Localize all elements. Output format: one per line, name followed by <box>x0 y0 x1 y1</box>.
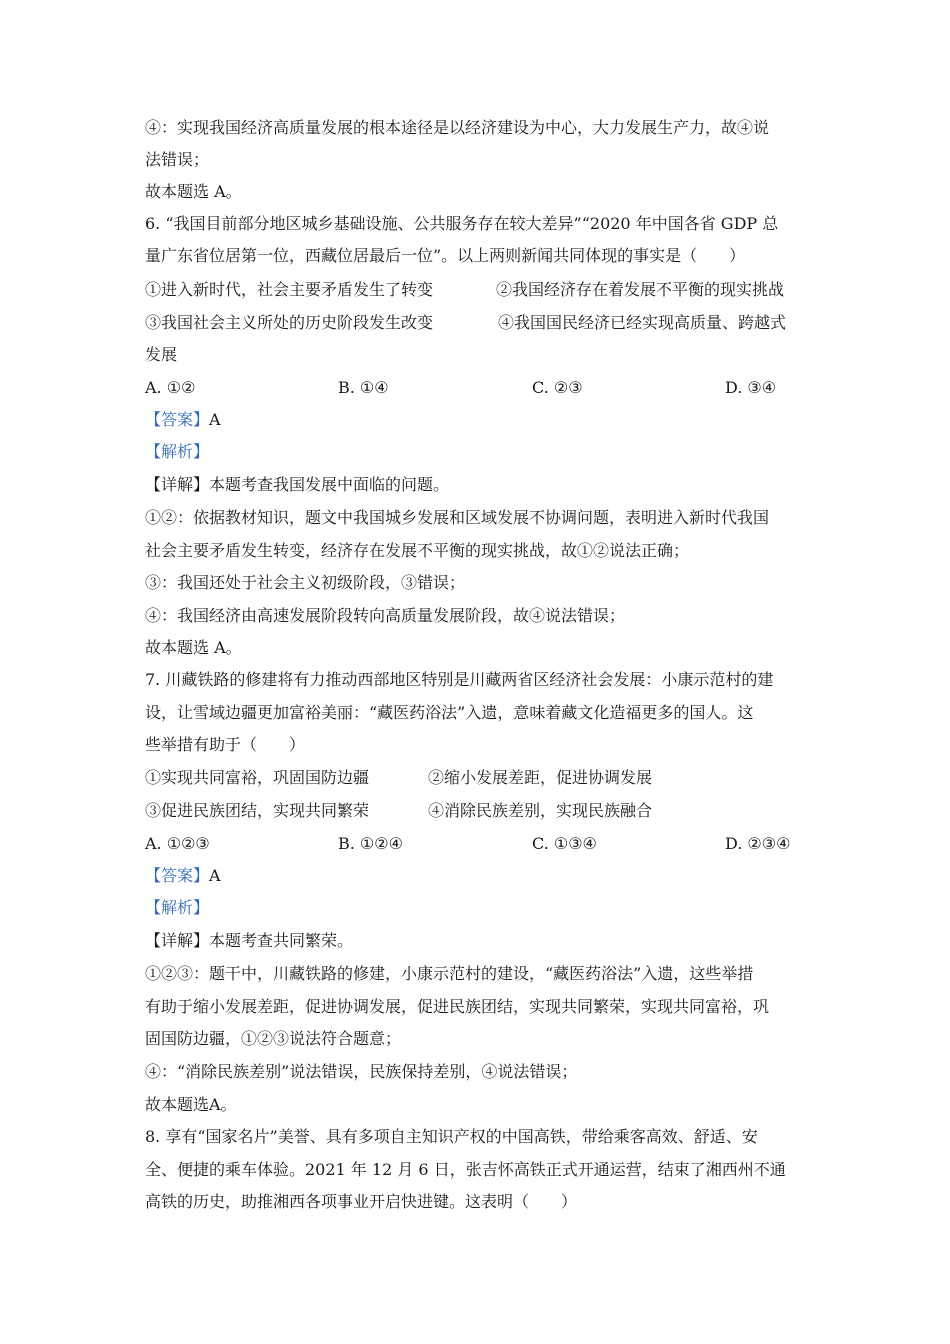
q7-option-a: A. ①②③ <box>145 834 210 853</box>
q6-explanation-line: ④：我国经济由高速发展阶段转向高质量发展阶段，故④说法错误； <box>145 606 626 625</box>
detail-text: 本题考查我国发展中面临的问题。 <box>209 475 450 494</box>
q6-stem-line: 6. “我国目前部分地区城乡基础设施、公共服务存在较大差异”“2020 年中国各省 GDP 总 <box>145 214 779 233</box>
q7-stem-line: 设，让雪域边疆更加富裕美丽：“藏医药浴法”入遗，意味着藏文化造福更多的国人。这 <box>145 703 754 722</box>
q7-option-d: D. ②③④ <box>725 834 791 853</box>
answer-tag: 【答案】 <box>145 866 210 885</box>
q6-option-b: B. ①④ <box>338 378 389 397</box>
q6-statement-3: ③我国社会主义所处的历史阶段发生改变 <box>145 313 434 332</box>
q6-option-a: A. ①② <box>145 378 196 397</box>
q6-explanation-line: ③：我国还处于社会主义初级阶段，③错误； <box>145 573 466 592</box>
q6-statement-4-cont: 发展 <box>145 345 178 364</box>
q7-explanation-line: 固国防边疆，①②③说法符合题意； <box>145 1029 402 1048</box>
q7-statement-1: ①实现共同富裕，巩固国防边疆 <box>145 768 370 787</box>
detail-tag: 【详解】 <box>145 931 210 950</box>
q7-option-b: B. ①②④ <box>338 834 403 853</box>
detail-text: 本题考查共同繁荣。 <box>209 931 354 950</box>
q5-conclusion: 故本题选 A。 <box>145 182 242 201</box>
q8-stem-line: 8. 享有“国家名片”美誉、具有多项自主知识产权的中国高铁，带给乘客高效、舒适、安 <box>145 1127 758 1146</box>
q6-conclusion: 故本题选 A。 <box>145 638 242 657</box>
q7-explanation-line: 有助于缩小发展差距，促进协调发展，促进民族团结，实现共同繁荣，实现共同富裕，巩 <box>145 997 770 1016</box>
q6-statement-1: ①进入新时代，社会主要矛盾发生了转变 <box>145 280 434 299</box>
answer-tag: 【答案】 <box>145 410 210 429</box>
q6-explanation-line: 社会主要矛盾发生转变，经济存在发展不平衡的现实挑战，故①②说法正确； <box>145 541 690 560</box>
q6-statement-4: ④我国国民经济已经实现高质量、跨越式 <box>498 313 787 332</box>
q6-option-c: C. ②③ <box>532 378 583 397</box>
q6-statement-2: ②我国经济存在着发展不平衡的现实挑战 <box>496 280 785 299</box>
answer-value: A <box>209 866 221 885</box>
q7-option-c: C. ①③④ <box>532 834 597 853</box>
q7-statement-3: ③促进民族团结，实现共同繁荣 <box>145 801 370 820</box>
q7-analysis-tag: 【解析】 <box>145 898 210 917</box>
answer-value: A <box>209 410 221 429</box>
q6-option-d: D. ③④ <box>725 378 777 397</box>
q7-answer <box>145 866 221 886</box>
q5-explanation-line: ④：实现我国经济高质量发展的根本途径是以经济建设为中心，大力发展生产力，故④说 <box>145 118 770 137</box>
q7-stem-line: 7. 川藏铁路的修建将有力推动西部地区特别是川藏两省区经济社会发展：小康示范村的建 <box>145 670 774 689</box>
q7-explanation-line: ④：“消除民族差别”说法错误，民族保持差别，④说法错误； <box>145 1062 578 1081</box>
q6-explanation-line: ①②：依据教材知识，题文中我国城乡发展和区域发展不协调问题，表明进入新时代我国 <box>145 508 770 527</box>
q7-stem-line: 些举措有助于（ ） <box>145 735 306 754</box>
q8-stem-line: 全、便捷的乘车体验。2021 年 12 月 6 日，张吉怀高铁正式开通运营，结束了湘西州不通 <box>145 1160 786 1179</box>
q6-analysis-tag: 【解析】 <box>145 442 210 461</box>
q5-explanation-line: 法错误； <box>145 150 210 169</box>
q6-answer <box>145 410 221 430</box>
q7-explanation-line: ①②③：题干中，川藏铁路的修建，小康示范村的建设，“藏医药浴法”入遗，这些举措 <box>145 964 754 983</box>
q7-statement-4: ④消除民族差别，实现民族融合 <box>428 801 653 820</box>
q7-detail <box>145 931 353 951</box>
detail-tag: 【详解】 <box>145 475 210 494</box>
q8-stem-line: 高铁的历史，助推湘西各项事业开启快进键。这表明（ ） <box>145 1192 578 1211</box>
q6-detail <box>145 475 449 495</box>
q7-conclusion: 故本题选A。 <box>145 1095 237 1114</box>
q7-statement-2: ②缩小发展差距，促进协调发展 <box>428 768 653 787</box>
q6-stem-line: 量广东省位居第一位，西藏位居最后一位”。以上两则新闻共同体现的事实是（ ） <box>145 246 746 265</box>
